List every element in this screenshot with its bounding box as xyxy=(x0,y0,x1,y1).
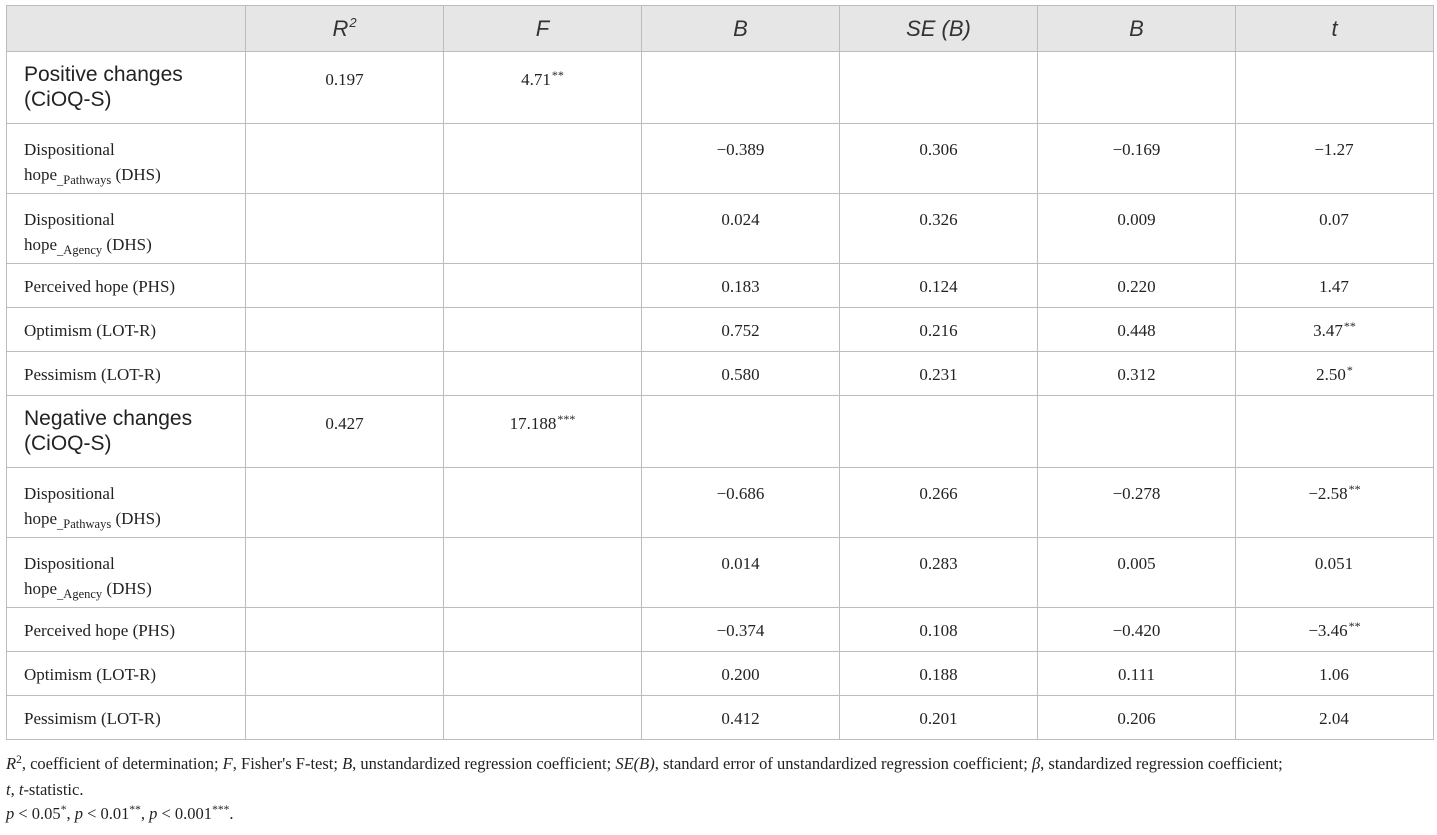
fn-r2: R xyxy=(6,754,17,773)
predictor-label xyxy=(7,538,246,608)
f-value: 4.71 xyxy=(521,70,551,89)
group-label: Negative changes (CiOQ-S) xyxy=(7,396,246,468)
fn-beta: β xyxy=(1031,754,1041,773)
f-cell xyxy=(444,396,642,468)
empty-cell xyxy=(444,194,642,264)
se-cell: 0.108 xyxy=(840,608,1038,652)
fn-p1-stars: * xyxy=(60,804,67,816)
f-cell xyxy=(444,52,642,124)
t-value: 1.06 xyxy=(1319,665,1349,684)
predictor-label xyxy=(7,308,246,352)
t-value: 2.50 xyxy=(1316,365,1346,384)
t-cell xyxy=(1236,652,1434,696)
fn-t2-desc: -statistic. xyxy=(23,780,84,799)
header-r2-sup: 2 xyxy=(349,14,357,30)
t-cell xyxy=(1236,264,1434,308)
se-cell: 0.266 xyxy=(840,468,1038,538)
t-stars: ** xyxy=(1348,482,1361,496)
empty-cell xyxy=(246,696,444,740)
fn-t: t xyxy=(6,780,11,799)
fn-r2-desc: , coefficient of determination; xyxy=(21,754,223,773)
predictor-scale: (DHS) xyxy=(102,579,152,598)
predictor-name: Optimism (LOT-R) xyxy=(24,665,157,684)
header-r2-base: R xyxy=(332,15,349,41)
fn-p2-stars: ** xyxy=(129,804,141,816)
empty-cell xyxy=(246,264,444,308)
empty-cell xyxy=(1236,52,1434,124)
fn-p2: p xyxy=(74,804,83,823)
predictor-subscript: _Agency xyxy=(57,243,103,257)
beta-cell: −0.169 xyxy=(1038,124,1236,194)
t-stars: ** xyxy=(1343,319,1356,333)
b-cell: 0.752 xyxy=(642,308,840,352)
regression-table xyxy=(6,5,1434,740)
predictor-label xyxy=(7,124,246,194)
fn-b: B xyxy=(342,754,353,773)
empty-cell xyxy=(1038,52,1236,124)
predictor-row xyxy=(7,308,1434,352)
t-cell xyxy=(1236,608,1434,652)
empty-cell xyxy=(1236,396,1434,468)
header-t: t xyxy=(1236,6,1434,52)
header-r2 xyxy=(246,6,444,52)
predictor-subscript: _Agency xyxy=(57,587,103,601)
se-cell: 0.124 xyxy=(840,264,1038,308)
predictor-label xyxy=(7,264,246,308)
empty-cell xyxy=(246,352,444,396)
fn-p3-stars: *** xyxy=(212,804,230,816)
fn-end: . xyxy=(229,804,234,823)
t-stars: ** xyxy=(1348,619,1361,633)
t-cell xyxy=(1236,352,1434,396)
empty-cell xyxy=(246,124,444,194)
t-cell xyxy=(1236,124,1434,194)
f-value: 17.188 xyxy=(509,414,557,433)
empty-cell xyxy=(246,652,444,696)
predictor-label xyxy=(7,608,246,652)
predictor-name: Dispositional hope xyxy=(24,140,115,184)
predictor-label xyxy=(7,696,246,740)
predictor-row xyxy=(7,124,1434,194)
group-row xyxy=(7,52,1434,124)
b-cell: 0.014 xyxy=(642,538,840,608)
se-cell: 0.306 xyxy=(840,124,1038,194)
group-row xyxy=(7,396,1434,468)
t-value: 0.051 xyxy=(1314,554,1354,573)
predictor-label xyxy=(7,652,246,696)
fn-se-desc: , standard error of unstandardized regression coefficient; xyxy=(654,754,1032,773)
fn-p3: p xyxy=(149,804,158,823)
header-f: F xyxy=(444,6,642,52)
predictor-label xyxy=(7,468,246,538)
b-cell: −0.374 xyxy=(642,608,840,652)
f-stars: ** xyxy=(551,68,564,82)
fn-t2: t xyxy=(18,780,24,799)
empty-cell xyxy=(1038,396,1236,468)
predictor-name: Dispositional hope xyxy=(24,484,115,528)
predictor-name: Perceived hope (PHS) xyxy=(24,621,176,640)
t-cell xyxy=(1236,194,1434,264)
fn-p1-text: < 0.05 xyxy=(14,804,61,823)
fn-f-desc: , Fisher's F-test; xyxy=(232,754,343,773)
b-cell: −0.389 xyxy=(642,124,840,194)
fn-r2-sup: 2 xyxy=(16,754,22,766)
header-row xyxy=(7,6,1434,52)
beta-cell: 0.005 xyxy=(1038,538,1236,608)
se-cell: 0.283 xyxy=(840,538,1038,608)
empty-cell xyxy=(642,52,840,124)
se-cell: 0.326 xyxy=(840,194,1038,264)
empty-cell xyxy=(246,194,444,264)
predictor-scale: (DHS) xyxy=(111,509,161,528)
predictor-row xyxy=(7,468,1434,538)
se-cell: 0.231 xyxy=(840,352,1038,396)
beta-cell: 0.448 xyxy=(1038,308,1236,352)
beta-cell: 0.312 xyxy=(1038,352,1236,396)
empty-cell xyxy=(444,538,642,608)
beta-cell: 0.220 xyxy=(1038,264,1236,308)
predictor-name: Pessimism (LOT-R) xyxy=(24,365,161,384)
predictor-scale: (DHS) xyxy=(111,165,161,184)
predictor-name: Perceived hope (PHS) xyxy=(24,277,176,296)
fn-p1: p xyxy=(6,804,15,823)
b-cell: 0.412 xyxy=(642,696,840,740)
r2-cell: 0.427 xyxy=(246,396,444,468)
fn-t-desc: , xyxy=(10,780,19,799)
fn-b-desc: , unstandardized regression coefficient; xyxy=(352,754,616,773)
b-cell: 0.183 xyxy=(642,264,840,308)
empty-cell xyxy=(444,264,642,308)
header-predictor xyxy=(7,6,246,52)
predictor-name: Dispositional hope xyxy=(24,210,115,254)
t-value: 3.47 xyxy=(1313,321,1343,340)
beta-cell: −0.420 xyxy=(1038,608,1236,652)
predictor-row xyxy=(7,608,1434,652)
se-cell: 0.201 xyxy=(840,696,1038,740)
footnote-significance: p < 0.05*, p < 0.01**, p < 0.001***. xyxy=(6,804,234,823)
b-cell: 0.580 xyxy=(642,352,840,396)
empty-cell xyxy=(444,308,642,352)
empty-cell xyxy=(246,308,444,352)
t-cell xyxy=(1236,696,1434,740)
empty-cell xyxy=(246,608,444,652)
predictor-label xyxy=(7,352,246,396)
empty-cell xyxy=(840,52,1038,124)
empty-cell xyxy=(444,652,642,696)
r2-cell: 0.197 xyxy=(246,52,444,124)
t-value: 0.07 xyxy=(1319,210,1349,229)
beta-cell: 0.111 xyxy=(1038,652,1236,696)
t-cell xyxy=(1236,468,1434,538)
predictor-label xyxy=(7,194,246,264)
fn-se: SE(B) xyxy=(615,754,655,773)
b-cell: −0.686 xyxy=(642,468,840,538)
empty-cell xyxy=(840,396,1038,468)
fn-p2-text: < 0.01 xyxy=(82,804,130,823)
empty-cell xyxy=(246,468,444,538)
predictor-row xyxy=(7,352,1434,396)
fn-p3-text: < 0.001 xyxy=(157,804,213,823)
t-cell xyxy=(1236,308,1434,352)
header-beta: B xyxy=(1038,6,1236,52)
footnote-abbreviations xyxy=(6,752,1432,802)
t-value: 2.04 xyxy=(1319,709,1349,728)
b-cell: 0.024 xyxy=(642,194,840,264)
empty-cell xyxy=(246,538,444,608)
t-value: −3.46 xyxy=(1308,621,1348,640)
empty-cell xyxy=(444,352,642,396)
t-value: −2.58 xyxy=(1308,484,1348,503)
beta-cell: 0.009 xyxy=(1038,194,1236,264)
predictor-subscript: _Pathways xyxy=(57,173,112,187)
table-footnote xyxy=(6,752,1432,828)
fn-beta-desc: , standardized regression coefficient; xyxy=(1040,754,1283,773)
predictor-scale: (DHS) xyxy=(102,235,152,254)
se-cell: 0.188 xyxy=(840,652,1038,696)
regression-table-container xyxy=(6,5,1432,740)
empty-cell xyxy=(444,468,642,538)
beta-cell: −0.278 xyxy=(1038,468,1236,538)
predictor-name: Pessimism (LOT-R) xyxy=(24,709,161,728)
fn-f: F xyxy=(222,754,233,773)
predictor-row xyxy=(7,194,1434,264)
empty-cell xyxy=(444,608,642,652)
predictor-row xyxy=(7,696,1434,740)
t-stars: * xyxy=(1346,363,1353,377)
b-cell: 0.200 xyxy=(642,652,840,696)
predictor-row xyxy=(7,264,1434,308)
t-value: −1.27 xyxy=(1314,140,1354,159)
group-label: Positive changes (CiOQ-S) xyxy=(7,52,246,124)
predictor-row xyxy=(7,652,1434,696)
header-se-b: SE (B) xyxy=(840,6,1038,52)
predictor-name: Optimism (LOT-R) xyxy=(24,321,157,340)
predictor-row xyxy=(7,538,1434,608)
empty-cell xyxy=(444,696,642,740)
beta-cell: 0.206 xyxy=(1038,696,1236,740)
f-stars: *** xyxy=(557,412,576,426)
t-value: 1.47 xyxy=(1319,277,1349,296)
predictor-name: Dispositional hope xyxy=(24,554,115,598)
empty-cell xyxy=(444,124,642,194)
predictor-subscript: _Pathways xyxy=(57,517,112,531)
se-cell: 0.216 xyxy=(840,308,1038,352)
t-cell xyxy=(1236,538,1434,608)
empty-cell xyxy=(642,396,840,468)
header-b: B xyxy=(642,6,840,52)
